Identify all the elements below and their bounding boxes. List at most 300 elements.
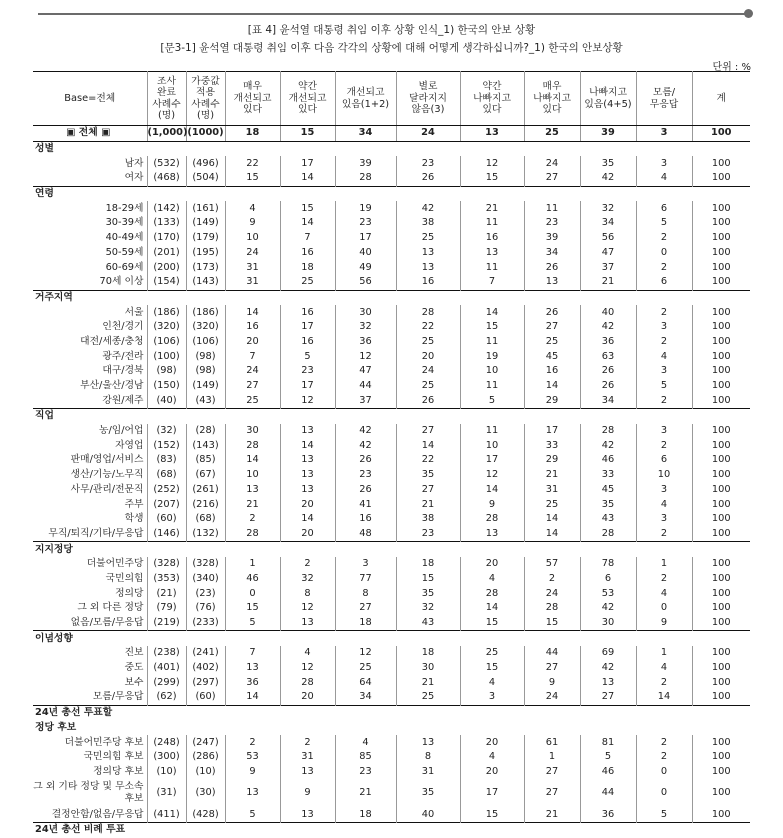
row-n1: (79) [147, 601, 186, 616]
table-row [33, 364, 750, 379]
row-cell: 12 [460, 156, 524, 171]
row-cell: 31 [396, 765, 460, 780]
total-n1: (1,000) [147, 126, 186, 142]
row-cell: 13 [225, 779, 280, 807]
row-n2: (504) [186, 171, 225, 186]
table-row [33, 586, 750, 601]
top-rule-dot [744, 9, 753, 18]
table-row [33, 616, 750, 631]
group-title: 24년 총선 비례 투표 [33, 822, 750, 837]
header-very-worsening [524, 72, 580, 126]
row-cell: 100 [711, 454, 731, 466]
row-cell: 100 [711, 425, 731, 437]
row-n1: (468) [147, 171, 186, 186]
row-cell: 4 [460, 572, 524, 587]
row-cell: 9 [460, 497, 524, 512]
row-label: 50-59세 [33, 246, 147, 261]
row-cell: 20 [460, 557, 524, 572]
group-header-row [33, 141, 750, 156]
row-n2: (23) [186, 586, 225, 601]
row-n2: (179) [186, 231, 225, 246]
group-header-row [33, 721, 750, 736]
table-row [33, 379, 750, 394]
row-cell: 18 [396, 646, 460, 661]
row-cell: 100 [711, 736, 731, 748]
row-cell: 14 [524, 527, 580, 542]
row-label: 주부 [33, 497, 147, 512]
header-line: (명) [157, 110, 176, 121]
row-cell: 40 [396, 807, 460, 822]
header-line: 완료 [157, 87, 176, 98]
table-row [33, 201, 750, 216]
table-row [33, 320, 750, 335]
row-cell: 56 [335, 275, 396, 290]
row-cell: 17 [280, 379, 335, 394]
table-row [33, 750, 750, 765]
row-cell: 100 [711, 380, 731, 392]
row-cell: 34 [580, 216, 636, 231]
row-cell: 13 [580, 675, 636, 690]
row-n2: (286) [186, 750, 225, 765]
group-header-row [33, 705, 750, 720]
row-cell: 2 [636, 675, 692, 690]
row-cell: 35 [396, 779, 460, 807]
row-n1: (170) [147, 231, 186, 246]
row-cell: 2 [636, 335, 692, 350]
row-cell: 25 [396, 231, 460, 246]
row-n2: (173) [186, 260, 225, 275]
header-very-improving [225, 72, 280, 126]
table-row [33, 171, 750, 186]
row-cell: 42 [580, 171, 636, 186]
row-cell: 13 [396, 735, 460, 750]
row-cell: 6 [636, 201, 692, 216]
total-cell: 25 [524, 126, 580, 142]
table-row [33, 305, 750, 320]
row-n1: (21) [147, 586, 186, 601]
row-cell: 43 [396, 616, 460, 631]
row-cell: 100 [711, 662, 731, 674]
row-cell: 23 [335, 216, 396, 231]
header-line: 있음(1+2) [341, 98, 390, 110]
row-cell: 2 [636, 572, 692, 587]
table-row [33, 246, 750, 261]
row-cell: 14 [524, 379, 580, 394]
row-cell: 31 [225, 275, 280, 290]
row-cell: 13 [225, 661, 280, 676]
row-cell: 14 [280, 216, 335, 231]
row-cell: 13 [280, 468, 335, 483]
header-line: 달라지지 [409, 92, 447, 104]
row-cell: 33 [580, 468, 636, 483]
row-cell: 4 [460, 750, 524, 765]
row-cell: 25 [524, 497, 580, 512]
row-n1: (353) [147, 572, 186, 587]
row-cell: 13 [524, 275, 580, 290]
row-n1: (299) [147, 675, 186, 690]
table-row [33, 601, 750, 616]
header-line: 약간 [298, 81, 317, 93]
table-row [33, 393, 750, 408]
row-n2: (195) [186, 246, 225, 261]
row-cell: 24 [524, 586, 580, 601]
row-label: 대전/세종/충청 [33, 335, 147, 350]
row-n1: (152) [147, 438, 186, 453]
row-cell: 25 [225, 393, 280, 408]
header-line: (명) [196, 110, 215, 121]
row-cell: 20 [280, 690, 335, 705]
row-n2: (28) [186, 424, 225, 439]
row-cell: 29 [524, 393, 580, 408]
row-label: 18-29세 [33, 201, 147, 216]
header-line: 개선되고 [288, 92, 327, 104]
row-cell: 11 [460, 216, 524, 231]
table-row [33, 438, 750, 453]
row-cell: 100 [711, 261, 731, 273]
total-cell: 13 [460, 126, 524, 142]
row-label: 30-39세 [33, 216, 147, 231]
row-cell: 44 [524, 646, 580, 661]
row-label: 남자 [33, 156, 147, 171]
row-cell: 31 [280, 750, 335, 765]
row-cell: 2 [636, 231, 692, 246]
row-cell: 78 [580, 557, 636, 572]
row-n1: (411) [147, 807, 186, 822]
row-n1: (60) [147, 512, 186, 527]
row-label: 더불어민주당 후보 [33, 735, 147, 750]
row-label: 보수 [33, 675, 147, 690]
row-cell: 100 [711, 202, 731, 214]
group-header-row [33, 186, 750, 201]
row-cell: 85 [335, 750, 396, 765]
row-label: 여자 [33, 171, 147, 186]
table-row [33, 675, 750, 690]
row-cell: 35 [580, 497, 636, 512]
row-label: 광주/전라 [33, 349, 147, 364]
row-cell: 24 [225, 246, 280, 261]
row-cell: 3 [460, 690, 524, 705]
row-cell: 28 [225, 527, 280, 542]
group-title: 이념성향 [33, 631, 750, 646]
table-row [33, 497, 750, 512]
row-cell: 28 [280, 675, 335, 690]
row-n2: (149) [186, 379, 225, 394]
row-cell: 0 [636, 246, 692, 261]
group-title: 24년 총선 투표할 [33, 705, 750, 720]
row-cell: 27 [524, 320, 580, 335]
row-cell: 21 [335, 779, 396, 807]
row-cell: 8 [280, 586, 335, 601]
row-cell: 26 [580, 379, 636, 394]
group-title-cont: 정당 후보 [35, 721, 77, 733]
row-n2: (297) [186, 675, 225, 690]
row-cell: 100 [711, 483, 731, 495]
row-cell: 13 [280, 453, 335, 468]
row-cell: 25 [280, 275, 335, 290]
row-cell: 42 [335, 438, 396, 453]
table-row [33, 735, 750, 750]
table-row [33, 572, 750, 587]
header-line: 무응답 [649, 98, 679, 110]
total-cell: 15 [280, 126, 335, 142]
row-cell: 12 [335, 646, 396, 661]
row-n2: (247) [186, 735, 225, 750]
table-row [33, 349, 750, 364]
row-n2: (149) [186, 216, 225, 231]
row-cell: 25 [396, 379, 460, 394]
row-cell: 12 [460, 468, 524, 483]
row-label: 학생 [33, 512, 147, 527]
row-label: 그 외 다른 정당 [33, 601, 147, 616]
row-cell: 2 [225, 512, 280, 527]
total-label: ▣ 전체 ▣ [33, 126, 147, 142]
row-cell: 2 [636, 750, 692, 765]
row-cell: 30 [580, 616, 636, 631]
group-header-row [33, 290, 750, 305]
row-cell: 3 [636, 512, 692, 527]
row-cell: 2 [636, 260, 692, 275]
row-cell: 9 [280, 779, 335, 807]
row-cell: 10 [636, 468, 692, 483]
row-cell: 2 [636, 305, 692, 320]
row-cell: 16 [280, 305, 335, 320]
row-cell: 26 [335, 483, 396, 498]
row-n1: (252) [147, 483, 186, 498]
row-n2: (85) [186, 453, 225, 468]
row-cell: 100 [711, 217, 731, 229]
row-cell: 14 [396, 438, 460, 453]
row-cell: 63 [580, 349, 636, 364]
row-cell: 20 [460, 765, 524, 780]
row-n2: (60) [186, 690, 225, 705]
row-cell: 14 [280, 512, 335, 527]
row-cell: 15 [280, 201, 335, 216]
row-cell: 100 [711, 157, 731, 169]
row-cell: 25 [524, 335, 580, 350]
row-cell: 2 [636, 735, 692, 750]
row-cell: 27 [335, 601, 396, 616]
row-cell: 28 [460, 512, 524, 527]
table-row [33, 260, 750, 275]
row-cell: 13 [280, 807, 335, 822]
header-line: 있다 [482, 104, 502, 116]
row-n2: (43) [186, 393, 225, 408]
header-sum [692, 72, 750, 126]
row-cell: 37 [335, 393, 396, 408]
header-n1 [147, 72, 186, 126]
group-title: 지지정당 [33, 542, 750, 557]
row-cell: 1 [636, 646, 692, 661]
row-cell: 0 [636, 601, 692, 616]
row-cell: 21 [580, 275, 636, 290]
row-cell: 45 [580, 483, 636, 498]
row-cell: 1 [225, 557, 280, 572]
row-cell: 9 [524, 675, 580, 690]
row-cell: 14 [225, 453, 280, 468]
row-cell: 27 [225, 379, 280, 394]
row-cell: 32 [335, 320, 396, 335]
row-label: 70세 이상 [33, 275, 147, 290]
row-n2: (98) [186, 349, 225, 364]
row-cell: 0 [636, 765, 692, 780]
row-cell: 27 [396, 483, 460, 498]
row-cell: 32 [580, 201, 636, 216]
row-cell: 46 [225, 572, 280, 587]
row-cell: 28 [580, 527, 636, 542]
row-cell: 16 [280, 335, 335, 350]
row-cell: 12 [280, 601, 335, 616]
row-cell: 18 [335, 616, 396, 631]
row-n1: (201) [147, 246, 186, 261]
row-cell: 15 [460, 807, 524, 822]
header-n2 [186, 72, 225, 126]
header-line: 않음(3) [411, 104, 445, 116]
row-cell: 27 [524, 765, 580, 780]
row-cell: 77 [335, 572, 396, 587]
row-cell: 16 [225, 320, 280, 335]
row-cell: 5 [636, 379, 692, 394]
header-somewhat-worsening [460, 72, 524, 126]
row-n2: (428) [186, 807, 225, 822]
row-cell: 61 [524, 735, 580, 750]
row-cell: 100 [711, 335, 731, 347]
row-label: 40-49세 [33, 231, 147, 246]
row-cell: 100 [711, 365, 731, 377]
row-label: 중도 [33, 661, 147, 676]
row-cell: 6 [580, 572, 636, 587]
row-n1: (106) [147, 335, 186, 350]
row-cell: 36 [335, 335, 396, 350]
row-cell: 39 [524, 231, 580, 246]
row-label: 결정안함/없음/무응답 [33, 807, 147, 822]
row-cell: 13 [225, 483, 280, 498]
table-row [33, 527, 750, 542]
row-cell: 46 [580, 453, 636, 468]
total-row [33, 126, 750, 142]
row-cell: 100 [711, 232, 731, 244]
row-cell: 100 [711, 751, 731, 763]
row-cell: 100 [711, 350, 731, 362]
row-cell: 36 [225, 675, 280, 690]
total-cell: 100 [692, 126, 750, 142]
row-cell: 15 [460, 616, 524, 631]
row-label: 국민의힘 [33, 572, 147, 587]
row-cell: 5 [636, 807, 692, 822]
table-row [33, 231, 750, 246]
row-cell: 64 [335, 675, 396, 690]
row-cell: 100 [711, 513, 731, 525]
row-cell: 24 [396, 364, 460, 379]
row-n2: (402) [186, 661, 225, 676]
row-label: 진보 [33, 646, 147, 661]
table-row [33, 468, 750, 483]
row-cell: 27 [524, 661, 580, 676]
row-cell: 5 [460, 393, 524, 408]
header-line: 사례수 [152, 98, 181, 110]
row-n1: (98) [147, 364, 186, 379]
row-cell: 8 [396, 750, 460, 765]
row-cell: 17 [280, 156, 335, 171]
row-cell: 100 [711, 498, 731, 510]
row-cell: 100 [711, 617, 731, 629]
row-label: 사무/관리/전문직 [33, 483, 147, 498]
table-row [33, 690, 750, 705]
row-label: 농/임/어업 [33, 424, 147, 439]
row-cell: 2 [280, 735, 335, 750]
row-cell: 14 [280, 171, 335, 186]
row-label: 정의당 후보 [33, 765, 147, 780]
total-cell: 18 [225, 126, 280, 142]
header-no-change [396, 72, 460, 126]
table-row [33, 512, 750, 527]
table-row [33, 453, 750, 468]
row-cell: 17 [524, 424, 580, 439]
header-somewhat-improving [280, 72, 335, 126]
row-cell: 14 [225, 690, 280, 705]
row-cell: 4 [636, 661, 692, 676]
row-cell: 47 [335, 364, 396, 379]
row-cell: 20 [280, 497, 335, 512]
row-cell: 16 [335, 512, 396, 527]
row-n1: (186) [147, 305, 186, 320]
row-cell: 38 [396, 512, 460, 527]
row-cell: 13 [280, 424, 335, 439]
row-cell: 6 [636, 453, 692, 468]
table-row [33, 156, 750, 171]
group-title: 연령 [33, 186, 750, 201]
row-cell: 43 [580, 512, 636, 527]
row-cell: 100 [711, 787, 731, 799]
row-cell: 25 [396, 690, 460, 705]
row-cell: 17 [460, 779, 524, 807]
row-n2: (233) [186, 616, 225, 631]
header-line: 나빠지고 [533, 92, 571, 104]
row-cell: 15 [460, 320, 524, 335]
row-cell: 57 [524, 557, 580, 572]
row-cell: 42 [580, 320, 636, 335]
row-cell: 2 [225, 735, 280, 750]
row-cell: 81 [580, 735, 636, 750]
row-cell: 48 [335, 527, 396, 542]
row-label: 그 외 기타 정당 및 무소속 후보 [33, 779, 147, 807]
row-cell: 24 [225, 364, 280, 379]
row-cell: 5 [225, 616, 280, 631]
row-n1: (401) [147, 661, 186, 676]
row-n2: (106) [186, 335, 225, 350]
row-cell: 28 [225, 438, 280, 453]
row-cell: 4 [636, 497, 692, 512]
row-n2: (132) [186, 527, 225, 542]
row-cell: 20 [460, 735, 524, 750]
row-cell: 5 [280, 349, 335, 364]
row-n1: (207) [147, 497, 186, 512]
row-cell: 37 [580, 260, 636, 275]
header-line: 약간 [482, 81, 502, 93]
row-cell: 42 [396, 201, 460, 216]
row-n2: (216) [186, 497, 225, 512]
row-cell: 16 [524, 364, 580, 379]
table-row [33, 557, 750, 572]
table-row [33, 216, 750, 231]
row-cell: 26 [580, 364, 636, 379]
total-cell: 24 [396, 126, 460, 142]
table-row [33, 424, 750, 439]
table-row [33, 661, 750, 676]
row-n1: (154) [147, 275, 186, 290]
header-line: 매우 [542, 81, 562, 93]
row-label: 판매/영업/서비스 [33, 453, 147, 468]
header-line: 별로 [418, 81, 438, 93]
